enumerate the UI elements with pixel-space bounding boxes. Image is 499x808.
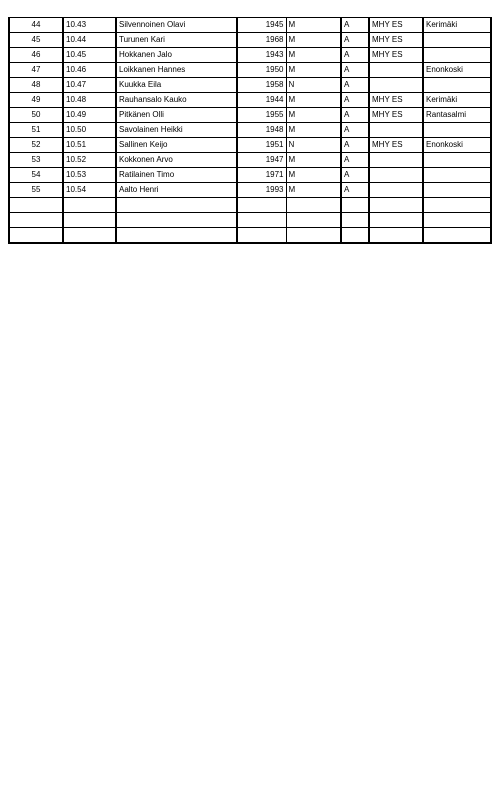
cell-class: A [341, 48, 369, 63]
table-body [9, 18, 491, 244]
cell-gender: M [286, 108, 341, 123]
cell-name: Savolainen Heikki [116, 123, 237, 138]
cell-birth-year: 1950 [237, 63, 286, 78]
cell-birth-year: 1945 [237, 18, 286, 33]
cell-name: Loikkanen Hannes [116, 63, 237, 78]
table-row [9, 108, 491, 123]
cell-birth-year: 1944 [237, 93, 286, 108]
cell-number: 47 [9, 63, 63, 78]
cell-class: A [341, 63, 369, 78]
cell-birth-year: 1947 [237, 153, 286, 168]
cell-birth-year: 1993 [237, 183, 286, 198]
cell-start-time: 10.44 [63, 33, 116, 48]
cell-place: Enonkoski [423, 138, 491, 153]
cell-number: 49 [9, 93, 63, 108]
cell-birth-year: 1943 [237, 48, 286, 63]
table-row [9, 63, 491, 78]
cell-gender: M [286, 153, 341, 168]
cell-start-time: 10.46 [63, 63, 116, 78]
cell-name: Kuukka Eila [116, 78, 237, 93]
cell-class: A [341, 93, 369, 108]
cell-birth-year: 1958 [237, 78, 286, 93]
cell-birth-year [237, 213, 286, 228]
cell-place: Rantasalmi [423, 108, 491, 123]
cell-class: A [341, 18, 369, 33]
cell-place [423, 213, 491, 228]
cell-gender [286, 198, 341, 213]
cell-start-time: 10.47 [63, 78, 116, 93]
cell-birth-year: 1948 [237, 123, 286, 138]
cell-start-time: 10.53 [63, 168, 116, 183]
cell-number: 55 [9, 183, 63, 198]
cell-class: A [341, 168, 369, 183]
cell-club [369, 153, 423, 168]
table-row [9, 228, 491, 244]
cell-gender: M [286, 123, 341, 138]
table-row [9, 48, 491, 63]
cell-start-time [63, 228, 116, 244]
cell-class [341, 213, 369, 228]
cell-gender: M [286, 33, 341, 48]
cell-gender [286, 213, 341, 228]
cell-birth-year [237, 198, 286, 213]
cell-place [423, 153, 491, 168]
cell-club: MHY ES [369, 33, 423, 48]
cell-number: 53 [9, 153, 63, 168]
cell-name: Aalto Henri [116, 183, 237, 198]
cell-club [369, 123, 423, 138]
cell-place [423, 168, 491, 183]
cell-class [341, 228, 369, 244]
cell-class: A [341, 78, 369, 93]
cell-place [423, 78, 491, 93]
cell-number: 48 [9, 78, 63, 93]
cell-club [369, 213, 423, 228]
cell-name: Rauhansalo Kauko [116, 93, 237, 108]
cell-number [9, 228, 63, 244]
table-row [9, 78, 491, 93]
cell-club [369, 63, 423, 78]
cell-birth-year: 1951 [237, 138, 286, 153]
cell-name: Sallinen Keijo [116, 138, 237, 153]
cell-gender: M [286, 63, 341, 78]
cell-gender: M [286, 48, 341, 63]
cell-class: A [341, 123, 369, 138]
cell-club [369, 183, 423, 198]
table-row [9, 33, 491, 48]
cell-birth-year: 1968 [237, 33, 286, 48]
cell-place: Kerimäki [423, 18, 491, 33]
cell-name: Turunen Kari [116, 33, 237, 48]
cell-class: A [341, 108, 369, 123]
cell-number: 46 [9, 48, 63, 63]
cell-gender: M [286, 183, 341, 198]
cell-club: MHY ES [369, 108, 423, 123]
cell-class: A [341, 183, 369, 198]
cell-gender: M [286, 18, 341, 33]
cell-number: 51 [9, 123, 63, 138]
cell-name [116, 213, 237, 228]
table-row [9, 198, 491, 213]
cell-name: Kokkonen Arvo [116, 153, 237, 168]
cell-place [423, 123, 491, 138]
cell-place: Kerimäki [423, 93, 491, 108]
cell-number [9, 198, 63, 213]
cell-club: MHY ES [369, 93, 423, 108]
cell-name [116, 228, 237, 244]
cell-name: Silvennoinen Olavi [116, 18, 237, 33]
cell-club: MHY ES [369, 18, 423, 33]
cell-gender [286, 228, 341, 244]
cell-number: 54 [9, 168, 63, 183]
cell-class [341, 198, 369, 213]
cell-class: A [341, 153, 369, 168]
cell-name: Pitkänen Olli [116, 108, 237, 123]
cell-number: 45 [9, 33, 63, 48]
cell-start-time: 10.50 [63, 123, 116, 138]
cell-number: 44 [9, 18, 63, 33]
table-row [9, 123, 491, 138]
cell-club [369, 228, 423, 244]
table-row [9, 168, 491, 183]
cell-name: Hokkanen Jalo [116, 48, 237, 63]
cell-gender: N [286, 78, 341, 93]
cell-place [423, 228, 491, 244]
cell-number: 50 [9, 108, 63, 123]
cell-gender: N [286, 138, 341, 153]
cell-club: MHY ES [369, 48, 423, 63]
cell-birth-year: 1955 [237, 108, 286, 123]
cell-start-time: 10.48 [63, 93, 116, 108]
cell-start-time: 10.45 [63, 48, 116, 63]
cell-name [116, 198, 237, 213]
cell-club [369, 198, 423, 213]
cell-gender: M [286, 93, 341, 108]
cell-start-time: 10.49 [63, 108, 116, 123]
cell-place [423, 33, 491, 48]
cell-start-time: 10.43 [63, 18, 116, 33]
cell-gender: M [286, 168, 341, 183]
cell-place: Enonkoski [423, 63, 491, 78]
cell-club [369, 78, 423, 93]
table-row [9, 213, 491, 228]
cell-club [369, 168, 423, 183]
table-row [9, 153, 491, 168]
table-row [9, 138, 491, 153]
table-row [9, 93, 491, 108]
participant-table [8, 17, 492, 244]
cell-start-time [63, 213, 116, 228]
cell-start-time: 10.51 [63, 138, 116, 153]
table-row [9, 183, 491, 198]
cell-place [423, 183, 491, 198]
cell-class: A [341, 33, 369, 48]
cell-start-time: 10.54 [63, 183, 116, 198]
cell-start-time [63, 198, 116, 213]
cell-place [423, 48, 491, 63]
cell-birth-year: 1971 [237, 168, 286, 183]
cell-place [423, 198, 491, 213]
cell-name: Ratilainen Timo [116, 168, 237, 183]
cell-club: MHY ES [369, 138, 423, 153]
cell-start-time: 10.52 [63, 153, 116, 168]
cell-number: 52 [9, 138, 63, 153]
cell-birth-year [237, 228, 286, 244]
cell-number [9, 213, 63, 228]
table-row [9, 18, 491, 33]
cell-class: A [341, 138, 369, 153]
